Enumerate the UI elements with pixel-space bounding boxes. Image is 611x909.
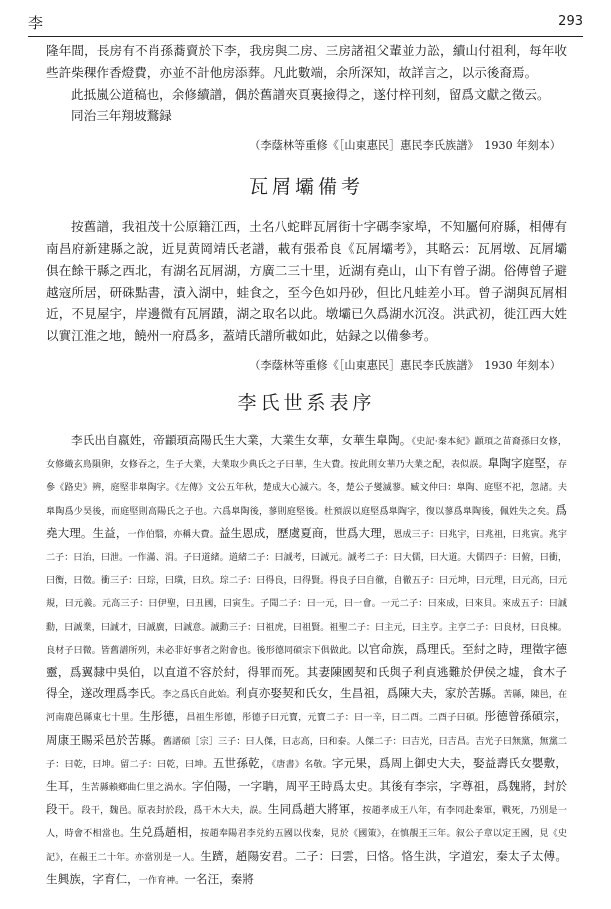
page-content (46, 40, 567, 892)
main-text-run: 爲堯大理。 (46, 502, 567, 540)
main-text-run: 益生恩成，歷虞夏商，世爲大理， (218, 525, 394, 540)
annotation-note: 段干，魏邑。原表封於段，爲干木大夫，誤。 (81, 806, 268, 817)
main-text-run: 字元果，爲周上御史大夫，娶益壽氏女嬰敷，生耳， (46, 755, 567, 794)
annotation-note: 苦縣，陳邑，在河南鹿邑縣東七十里。 (46, 690, 567, 724)
main-text-run: 生益， (92, 525, 128, 540)
annotation-note: 一作育神。 (138, 875, 185, 886)
main-text-run: 利貞亦娶契和氏女，生昌祖，爲陳大夫，家於苦縣。 (235, 686, 504, 701)
header-rule (28, 36, 583, 37)
main-text-run: 李氏出自嬴姓，帝顓頊高陽氏生大業，大業生女華，女華生臯陶。 (71, 432, 412, 447)
opening-colophon: 同治三年翔坡鶩録 (71, 108, 172, 124)
main-text-run: 一名汪，秦將 (184, 871, 254, 886)
source-citation-2: （李蔭林等重修《［山東惠民］惠民李氏族譜》 1930 年刻本） (249, 358, 561, 372)
main-text-run: 生彤德， (139, 709, 187, 724)
annotation-note: 生苦縣賴鄉曲仁里之渦水。 (81, 783, 192, 794)
main-text-run: 生兑爲趙相， (129, 825, 201, 840)
annotation-note: 一作伯翳，亦稱大費。 (127, 529, 219, 540)
genealogy-preface-paragraph (46, 430, 567, 892)
main-text-run: 彤德曾孫碩宗，周康王賜采邑於苦縣。 (46, 709, 567, 747)
page-header (28, 12, 583, 34)
annotation-note: 按趙奉陽君李兑約五國以伐秦，見於《國策》，在慎靚王三年。叙公子章以定王國，見《史記》，在赧王二十年。亦當別是一人。 (46, 829, 567, 863)
annotation-note: 昌祖生彤德，彤德子曰元寶，元寶二子：曰一辛，曰二酉。二酉子曰碩。 (186, 713, 485, 724)
waxie-ba-paragraph: 按舊譜，我祖茂十公原籍江西，土名八蛇畔瓦屑街十字碼李家埠，不知屬何府縣，相傳有南昌府新建縣之說，近見黄岡靖氏老譜，載有張希良《瓦屑壩考》，其略云：瓦屑墩、瓦屑壩俱在餘干縣之西北，有湖名瓦屑湖，方廣二三十里，近湖有堯山，山下有曾子湖。俗傳曾子避越寇所居，研硃點書，漬入湖中，蛙食之，至今色如丹砂，但比凡蛙差小耳。曾子湖與瓦屑相近，不見屋宇，岸邊微有瓦屑蹟，湖之取名以此。墩壩已久爲湖水沉沒。洪武初，徙江西大姓以實江淮之地，饒州一府爲多，蓋靖氏譜所載如此，姑録之以備參考。 (46, 219, 567, 344)
annotation-note: 存參《路史》辨，庭堅非臯陶字。《左傳》文公五年秋，楚成大心滅六。冬，楚公子燮滅蓼。臧文仲曰：臯陶、庭堅不祀，忽諸。夫臯陶爲少昊後，而庭堅則高陽氏之子也。六爲臯陶後，蓼則庭堅後。杜預誤以庭堅爲臯陶字，復以蓼爲臯陶後，佩姓失之矣。 (46, 460, 567, 517)
page-number: 293 (558, 14, 583, 29)
source-citation-1: （李蔭林等重修《［山東惠民］惠民李氏族譜》 1930 年刻本） (249, 139, 561, 153)
annotation-note: 舊譜碩［宗］三子：曰人傑，曰志高，曰和泰。人傑二子：曰吉光，曰吉昌。吉光子曰無黨，無黨二子：曰乾，曰坤。留二子：曰乾，曰坤。 (46, 736, 567, 770)
annotation-note: 李之爲氏自此始。 (162, 690, 236, 701)
opening-paragraph-2: 此抵嵐公道稿也，余修續譜，偶於舊譜夾頁裏撿得之，遂付梓刊刻，留爲文獻之徵云。 (71, 86, 550, 102)
main-text-run: 生同爲趙大將軍， (267, 802, 363, 817)
main-text-run: 其後有李宗，字尊祖，爲魏將，封於段干。 (46, 779, 567, 817)
annotation-note: 恩成三子：曰兆宇，曰兆祖，曰兆寅。兆宇二子：曰治，曰泄。一作滿、涓。子曰道緒。道緒二子：曰誠考，曰誠元。誠考二子：曰大儒，曰大道。大儒四子：曰俯，曰衝，曰衡，曰徵。衝三子：曰琮，曰璜，曰玖。琮二子：曰得良，曰得賢。得良子曰自徹，自徹五子：曰元坤，曰元理，曰元高，曰元規，曰元義。元高三子：曰伊聖，曰丑國，曰寅生。子聞二子：曰一元，曰一會。一元二子：曰來成，曰來貝。來成五子：曰誠勳，曰誠業，曰誠才，曰誠廣，曰誠意。誠勳三子：曰祖虎，曰祖賢。祖聖二子：曰主元，曰主亨。主亨二子：曰良材，曰良棟。良材子曰微。皆舊譜所列，未必非好事者之附會也。後形德同碩宗下俱做此。 (46, 529, 567, 656)
main-text-run: 生躋，趙陽安君。二子：曰雲，曰恪。恪生洪，字道宏，秦太子太傅。生興族，字育仁， (46, 848, 567, 886)
section-title-waxie-ba: 瓦屑壩備考 (248, 176, 364, 199)
section-title-genealogy-preface: 李氏世系表序 (237, 391, 376, 414)
main-text-run: 以官命族，爲理氏。至紂之時，理徵字德靈，爲翼隸中吳伯，以直道不容於紂，得罪而死。其妻陳國契和氏與子利貞逃難於伊侯之墟，食木子得全，遂改理爲李氏。 (46, 641, 567, 701)
annotation-note: 《唐書》名敬。 (271, 759, 332, 770)
annotation-note: 《史記·秦本紀》顓頊之苗裔孫曰女修，女修織玄鳥隕卵，女修吞之，生子大業，大業取少典氏之子曰華，生大費。按此則女華乃大業之配，表似誤。 (46, 436, 567, 471)
main-text-run: 五世孫乾， (212, 755, 272, 770)
annotation-note: 按趙孝成王八年，有李同赴秦軍，戰死，乃別是一人，時會不相當也。 (46, 806, 567, 840)
main-text-run: 臯陶字庭堅， (487, 456, 558, 471)
main-text-run: 字伯陽，一字聃，周平王時爲太史。 (191, 779, 380, 794)
opening-paragraph-1: 隆年間，長房有不肖孫蕎賣於下李，我房與二房、三房諸祖父輩並力訟，續山付祖利，每年收些許柴稞作香燈費，亦並不計他房添葬。凡此數端，余所深知，故詳言之，以示後裔焉。 (46, 43, 567, 80)
running-title: 李 (28, 14, 44, 32)
